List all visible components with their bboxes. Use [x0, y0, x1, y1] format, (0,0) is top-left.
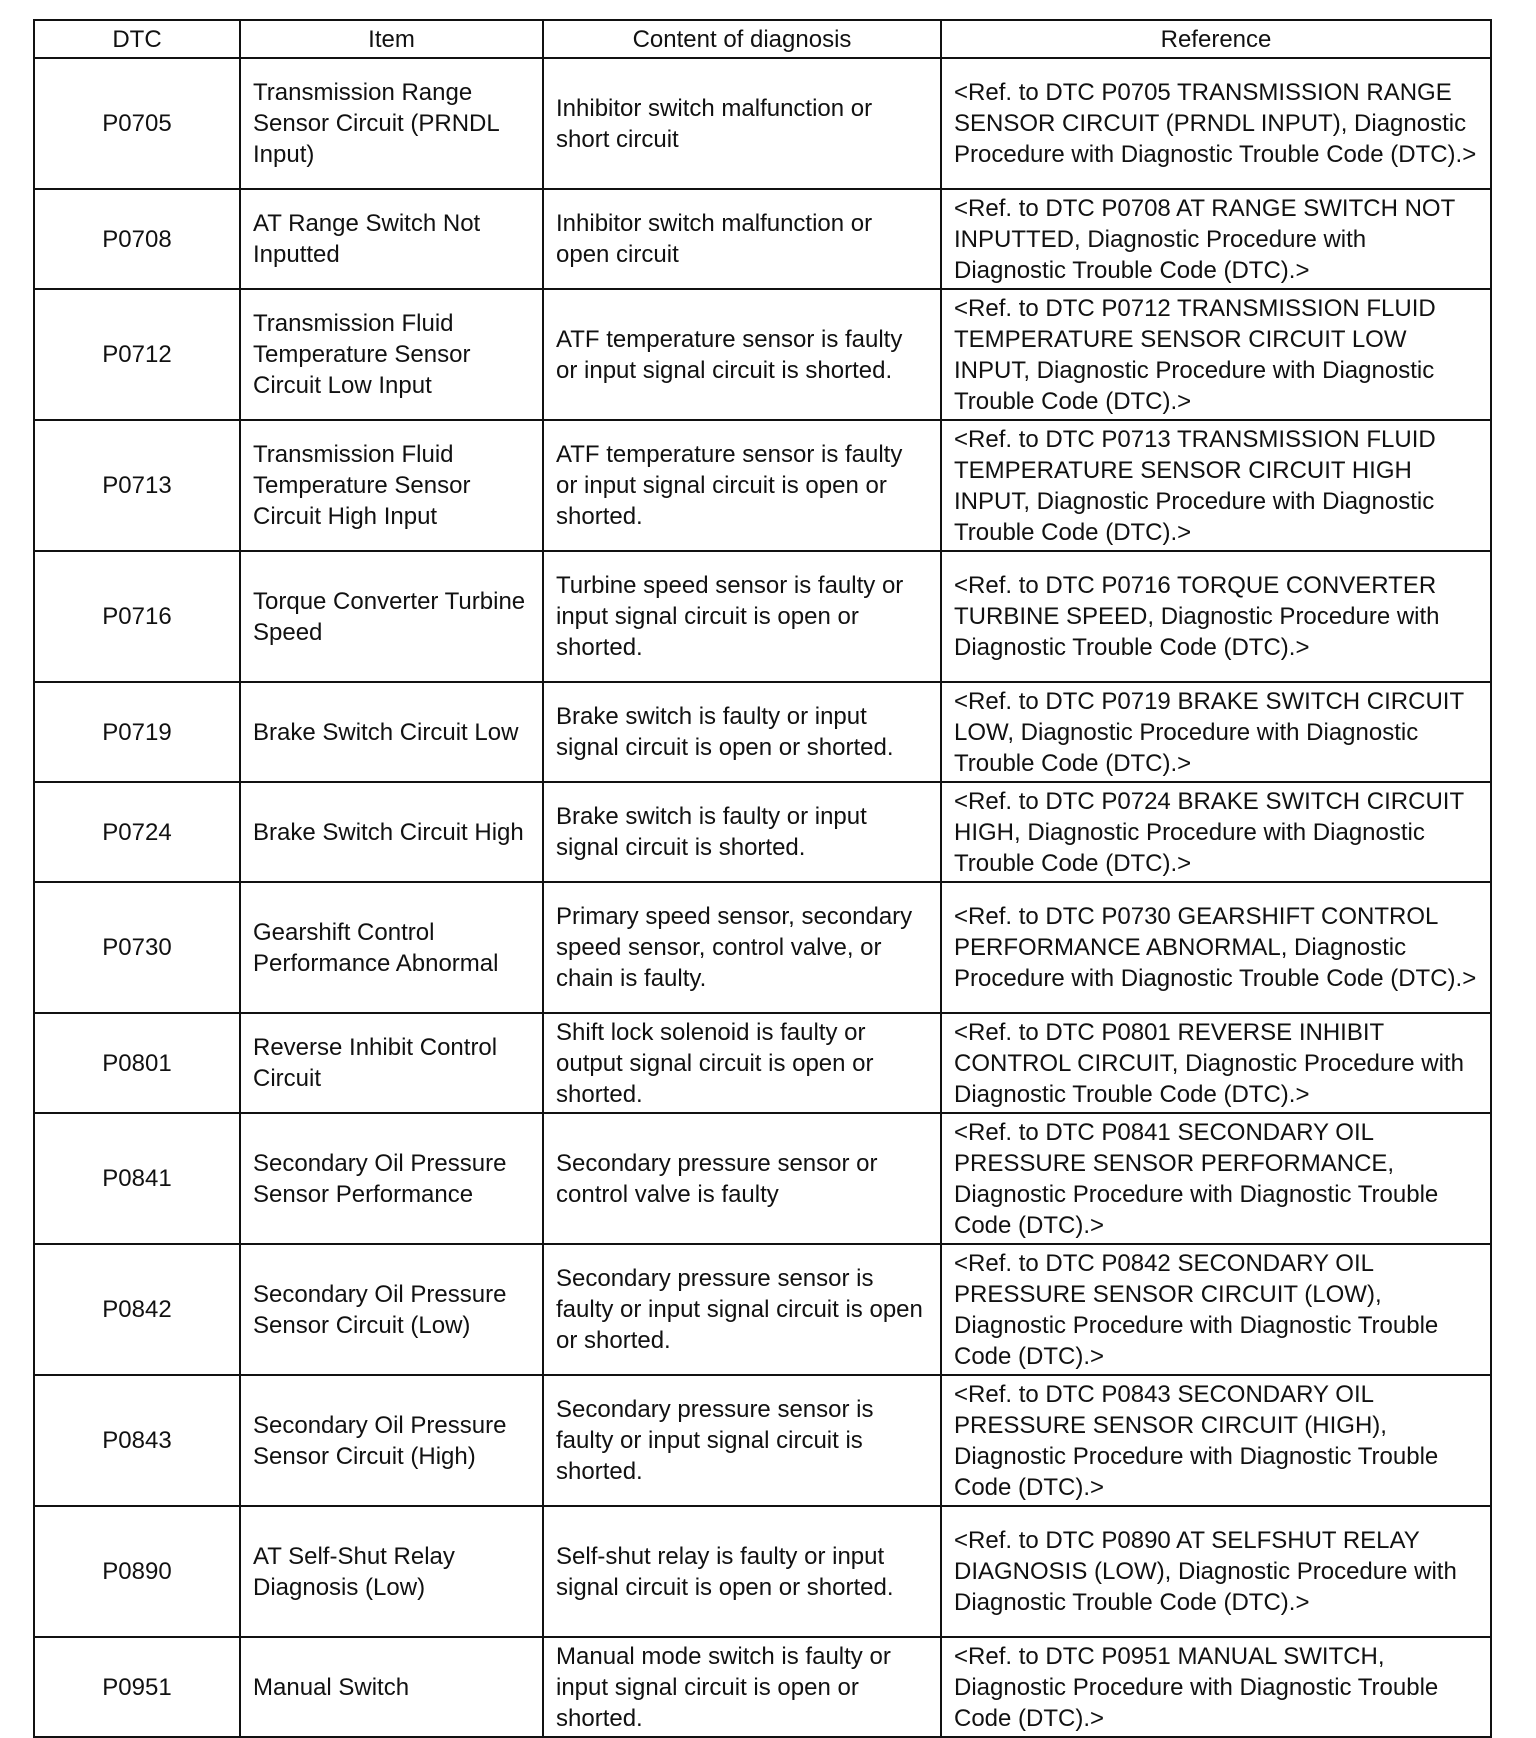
item-name: Transmission Range Sensor Circuit (PRNDL Input): [240, 58, 543, 189]
dtc-code: P0708: [34, 189, 240, 289]
dtc-code: P0713: [34, 420, 240, 551]
diagnosis-content: Secondary pressure sensor is faulty or input signal circuit is open or shorted.: [543, 1244, 941, 1375]
header-dtc: DTC: [34, 20, 240, 58]
diagnosis-content: Primary speed sensor, secondary speed sensor, control valve, or chain is faulty.: [543, 882, 941, 1013]
reference-text: <Ref. to DTC P0730 GEARSHIFT CONTROL PERFORMANCE ABNORMAL, Diagnostic Procedure with Diagnostic Trouble Code (DTC).>: [941, 882, 1491, 1013]
item-name: AT Self-Shut Relay Diagnosis (Low): [240, 1506, 543, 1637]
table-row: [34, 782, 1491, 882]
table-row: [34, 1113, 1491, 1244]
item-name: Brake Switch Circuit High: [240, 782, 543, 882]
diagnosis-content: Shift lock solenoid is faulty or output signal circuit is open or shorted.: [543, 1013, 941, 1113]
reference-text: <Ref. to DTC P0716 TORQUE CONVERTER TURBINE SPEED, Diagnostic Procedure with Diagnostic Trouble Code (DTC).>: [941, 551, 1491, 682]
item-name: Secondary Oil Pressure Sensor Circuit (High): [240, 1375, 543, 1506]
item-name: Reverse Inhibit Control Circuit: [240, 1013, 543, 1113]
dtc-code: P0724: [34, 782, 240, 882]
dtc-code: P0716: [34, 551, 240, 682]
reference-text: <Ref. to DTC P0843 SECONDARY OIL PRESSURE SENSOR CIRCUIT (HIGH), Diagnostic Procedure with Diagnostic Trouble Code (DTC).>: [941, 1375, 1491, 1506]
table-row: [34, 420, 1491, 551]
dtc-table: [33, 19, 1492, 1738]
diagnosis-content: Secondary pressure sensor is faulty or input signal circuit is shorted.: [543, 1375, 941, 1506]
dtc-code: P0801: [34, 1013, 240, 1113]
header-item: Item: [240, 20, 543, 58]
dtc-code: P0719: [34, 682, 240, 782]
table-body: [34, 58, 1491, 1737]
table-row: [34, 682, 1491, 782]
diagnosis-content: ATF temperature sensor is faulty or input signal circuit is shorted.: [543, 289, 941, 420]
item-name: Secondary Oil Pressure Sensor Performance: [240, 1113, 543, 1244]
table-row: [34, 58, 1491, 189]
diagnosis-content: Inhibitor switch malfunction or open circuit: [543, 189, 941, 289]
table-row: [34, 1506, 1491, 1637]
item-name: Gearshift Control Performance Abnormal: [240, 882, 543, 1013]
header-reference: Reference: [941, 20, 1491, 58]
table-row: [34, 882, 1491, 1013]
header-content: Content of diagnosis: [543, 20, 941, 58]
diagnosis-content: Inhibitor switch malfunction or short circuit: [543, 58, 941, 189]
table-row: [34, 1013, 1491, 1113]
diagnosis-content: Self-shut relay is faulty or input signal circuit is open or shorted.: [543, 1506, 941, 1637]
dtc-code: P0712: [34, 289, 240, 420]
diagnosis-content: Secondary pressure sensor or control valve is faulty: [543, 1113, 941, 1244]
table-row: [34, 1375, 1491, 1506]
diagnosis-content: Brake switch is faulty or input signal circuit is open or shorted.: [543, 682, 941, 782]
diagnosis-content: Turbine speed sensor is faulty or input signal circuit is open or shorted.: [543, 551, 941, 682]
dtc-code: P0841: [34, 1113, 240, 1244]
item-name: Torque Converter Turbine Speed: [240, 551, 543, 682]
reference-text: <Ref. to DTC P0712 TRANSMISSION FLUID TEMPERATURE SENSOR CIRCUIT LOW INPUT, Diagnostic Procedure with Diagnostic Trouble Code (DTC).>: [941, 289, 1491, 420]
table-row: [34, 289, 1491, 420]
item-name: Transmission Fluid Temperature Sensor Circuit Low Input: [240, 289, 543, 420]
reference-text: <Ref. to DTC P0842 SECONDARY OIL PRESSURE SENSOR CIRCUIT (LOW), Diagnostic Procedure with Diagnostic Trouble Code (DTC).>: [941, 1244, 1491, 1375]
reference-text: <Ref. to DTC P0951 MANUAL SWITCH, Diagnostic Procedure with Diagnostic Trouble Code (DTC).>: [941, 1637, 1491, 1737]
dtc-code: P0730: [34, 882, 240, 1013]
dtc-code: P0843: [34, 1375, 240, 1506]
reference-text: <Ref. to DTC P0708 AT RANGE SWITCH NOT INPUTTED, Diagnostic Procedure with Diagnostic Trouble Code (DTC).>: [941, 189, 1491, 289]
dtc-code: P0842: [34, 1244, 240, 1375]
reference-text: <Ref. to DTC P0890 AT SELFSHUT RELAY DIAGNOSIS (LOW), Diagnostic Procedure with Diagnostic Trouble Code (DTC).>: [941, 1506, 1491, 1637]
table-row: [34, 1637, 1491, 1737]
table-row: [34, 551, 1491, 682]
diagnosis-content: ATF temperature sensor is faulty or input signal circuit is open or shorted.: [543, 420, 941, 551]
reference-text: <Ref. to DTC P0705 TRANSMISSION RANGE SENSOR CIRCUIT (PRNDL INPUT), Diagnostic Procedure with Diagnostic Trouble Code (DTC).>: [941, 58, 1491, 189]
item-name: Manual Switch: [240, 1637, 543, 1737]
reference-text: <Ref. to DTC P0713 TRANSMISSION FLUID TEMPERATURE SENSOR CIRCUIT HIGH INPUT, Diagnostic Procedure with Diagnostic Trouble Code (DTC).>: [941, 420, 1491, 551]
dtc-code: P0890: [34, 1506, 240, 1637]
reference-text: <Ref. to DTC P0719 BRAKE SWITCH CIRCUIT LOW, Diagnostic Procedure with Diagnostic Trouble Code (DTC).>: [941, 682, 1491, 782]
item-name: Transmission Fluid Temperature Sensor Circuit High Input: [240, 420, 543, 551]
header-row: [34, 20, 1491, 58]
dtc-code: P0951: [34, 1637, 240, 1737]
dtc-code: P0705: [34, 58, 240, 189]
reference-text: <Ref. to DTC P0801 REVERSE INHIBIT CONTROL CIRCUIT, Diagnostic Procedure with Diagnostic Trouble Code (DTC).>: [941, 1013, 1491, 1113]
item-name: Secondary Oil Pressure Sensor Circuit (Low): [240, 1244, 543, 1375]
table-row: [34, 189, 1491, 289]
item-name: Brake Switch Circuit Low: [240, 682, 543, 782]
table-header: [34, 20, 1491, 58]
diagnosis-content: Manual mode switch is faulty or input signal circuit is open or shorted.: [543, 1637, 941, 1737]
diagnosis-content: Brake switch is faulty or input signal circuit is shorted.: [543, 782, 941, 882]
reference-text: <Ref. to DTC P0724 BRAKE SWITCH CIRCUIT HIGH, Diagnostic Procedure with Diagnostic Trouble Code (DTC).>: [941, 782, 1491, 882]
reference-text: <Ref. to DTC P0841 SECONDARY OIL PRESSURE SENSOR PERFORMANCE, Diagnostic Procedure with Diagnostic Trouble Code (DTC).>: [941, 1113, 1491, 1244]
table-row: [34, 1244, 1491, 1375]
item-name: AT Range Switch Not Inputted: [240, 189, 543, 289]
